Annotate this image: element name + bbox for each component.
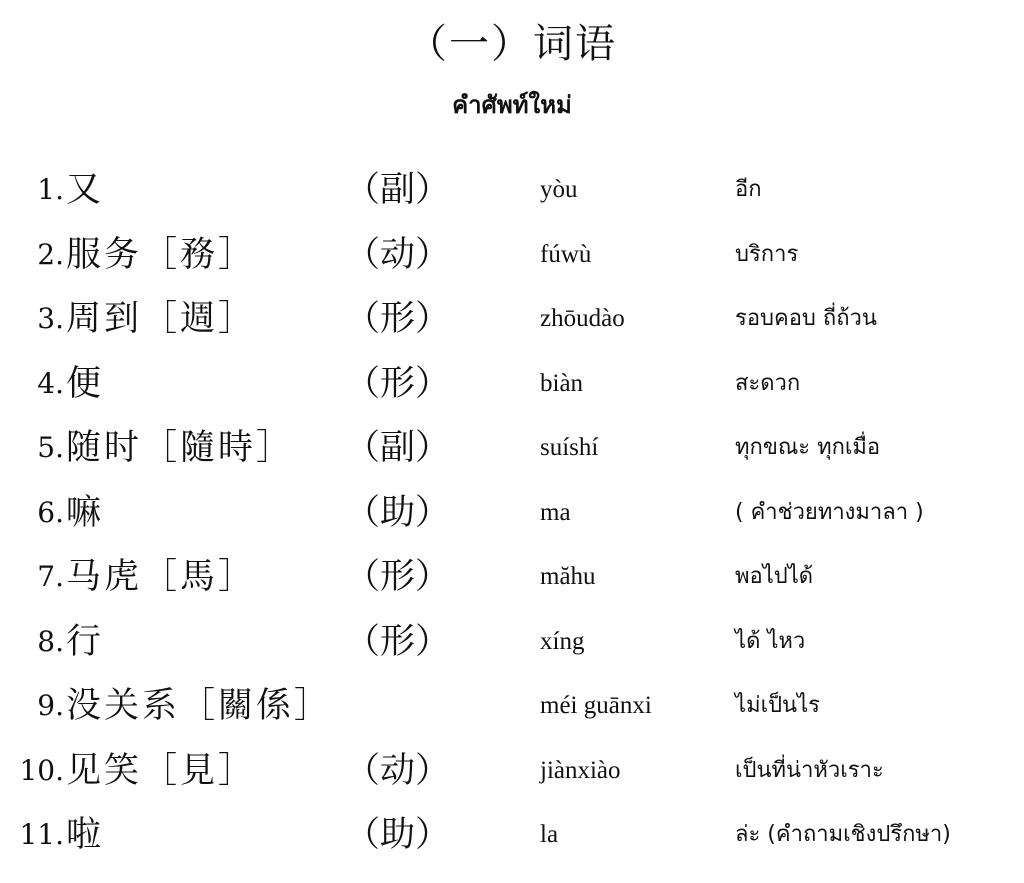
entry-word: 便 [66,363,105,404]
vocab-entry [0,676,1024,741]
entry-pinyin: ma [540,498,571,526]
entry-pinyin: fúwù [540,240,592,268]
entry-thai-meaning: ( คำช่วยทางมาลา ) [735,499,924,525]
entry-part-of-speech: （动） [345,234,451,275]
entry-part-of-speech: （副） [345,170,451,210]
entry-word: 周到［週］ [66,299,257,339]
entry-thai-meaning: เป็นที่น่าหัวเราะ [735,757,884,783]
entry-thai-meaning: สะดวก [735,370,801,396]
entry-part-of-speech: （副） [345,428,451,468]
entry-pinyin: zhōudào [540,305,625,332]
entry-pinyin: jiànxiào [540,756,621,784]
entry-part-of-speech: （助） [345,815,451,855]
vocabulary-list [0,160,1024,870]
entry-word: 啦 [66,815,105,855]
entry-number: 8. [37,624,64,658]
vocab-entry [0,805,1024,870]
vocab-entry [0,547,1024,612]
entry-number: 9. [37,689,64,722]
entry-thai-meaning: ทุกขณะ ทุกเมื่อ [735,435,881,460]
page-title: （一）词语 [407,21,617,67]
entry-number: 7. [37,560,64,593]
entry-number: 6. [37,495,64,529]
vocab-entry [0,289,1024,354]
entry-word: 嘛 [66,492,105,533]
entry-number: 11. [19,818,64,851]
entry-part-of-speech: （形） [345,299,451,339]
entry-word: 服务［務］ [66,234,257,275]
entry-number: 5. [37,431,64,464]
vocab-entry [0,418,1024,483]
entry-pinyin: méi guānxi [540,692,652,719]
entry-word: 见笑［見］ [66,750,257,791]
entry-number: 3. [37,302,64,335]
entry-word: 马虎［馬］ [66,557,257,597]
entry-pinyin: la [540,821,559,848]
vocab-entry [0,612,1024,677]
entry-thai-meaning: ไม่เป็นไร [735,693,820,718]
entry-number: 1. [37,173,64,206]
entry-number: 4. [37,366,64,400]
entry-pinyin: xíng [540,627,585,655]
entry-thai-meaning: ล่ะ (คำถามเชิงปรึกษา) [735,822,951,847]
entry-thai-meaning: รอบคอบ ถี่ถ้วน [735,306,877,331]
vocab-entry [0,225,1024,290]
entry-thai-meaning: ได้ ไหว [735,628,806,654]
entry-pinyin: măhu [540,563,596,590]
vocab-entry [0,160,1024,225]
entry-word: 行 [66,621,105,662]
entry-part-of-speech: （动） [345,750,451,791]
entry-pinyin: yòu [540,176,578,203]
entry-thai-meaning: บริการ [735,241,799,267]
entry-word: 随时［隨時］ [66,428,295,468]
entry-part-of-speech: （助） [345,492,451,533]
page-subtitle: คำศัพท์ใหม่ [452,90,572,119]
entry-thai-meaning: พอไปได้ [735,564,814,589]
entry-word: 没关系［關係］ [66,686,333,726]
entry-number: 10. [19,753,64,787]
entry-part-of-speech: （形） [345,557,451,597]
entry-number: 2. [37,237,64,271]
entry-part-of-speech: （形） [345,621,451,662]
entry-pinyin: suíshí [540,434,599,461]
vocab-entry [0,483,1024,548]
vocab-entry [0,741,1024,806]
entry-pinyin: biàn [540,369,584,397]
vocab-entry [0,354,1024,419]
entry-word: 又 [66,170,105,210]
entry-thai-meaning: อีก [735,177,762,202]
entry-part-of-speech: （形） [345,363,451,404]
